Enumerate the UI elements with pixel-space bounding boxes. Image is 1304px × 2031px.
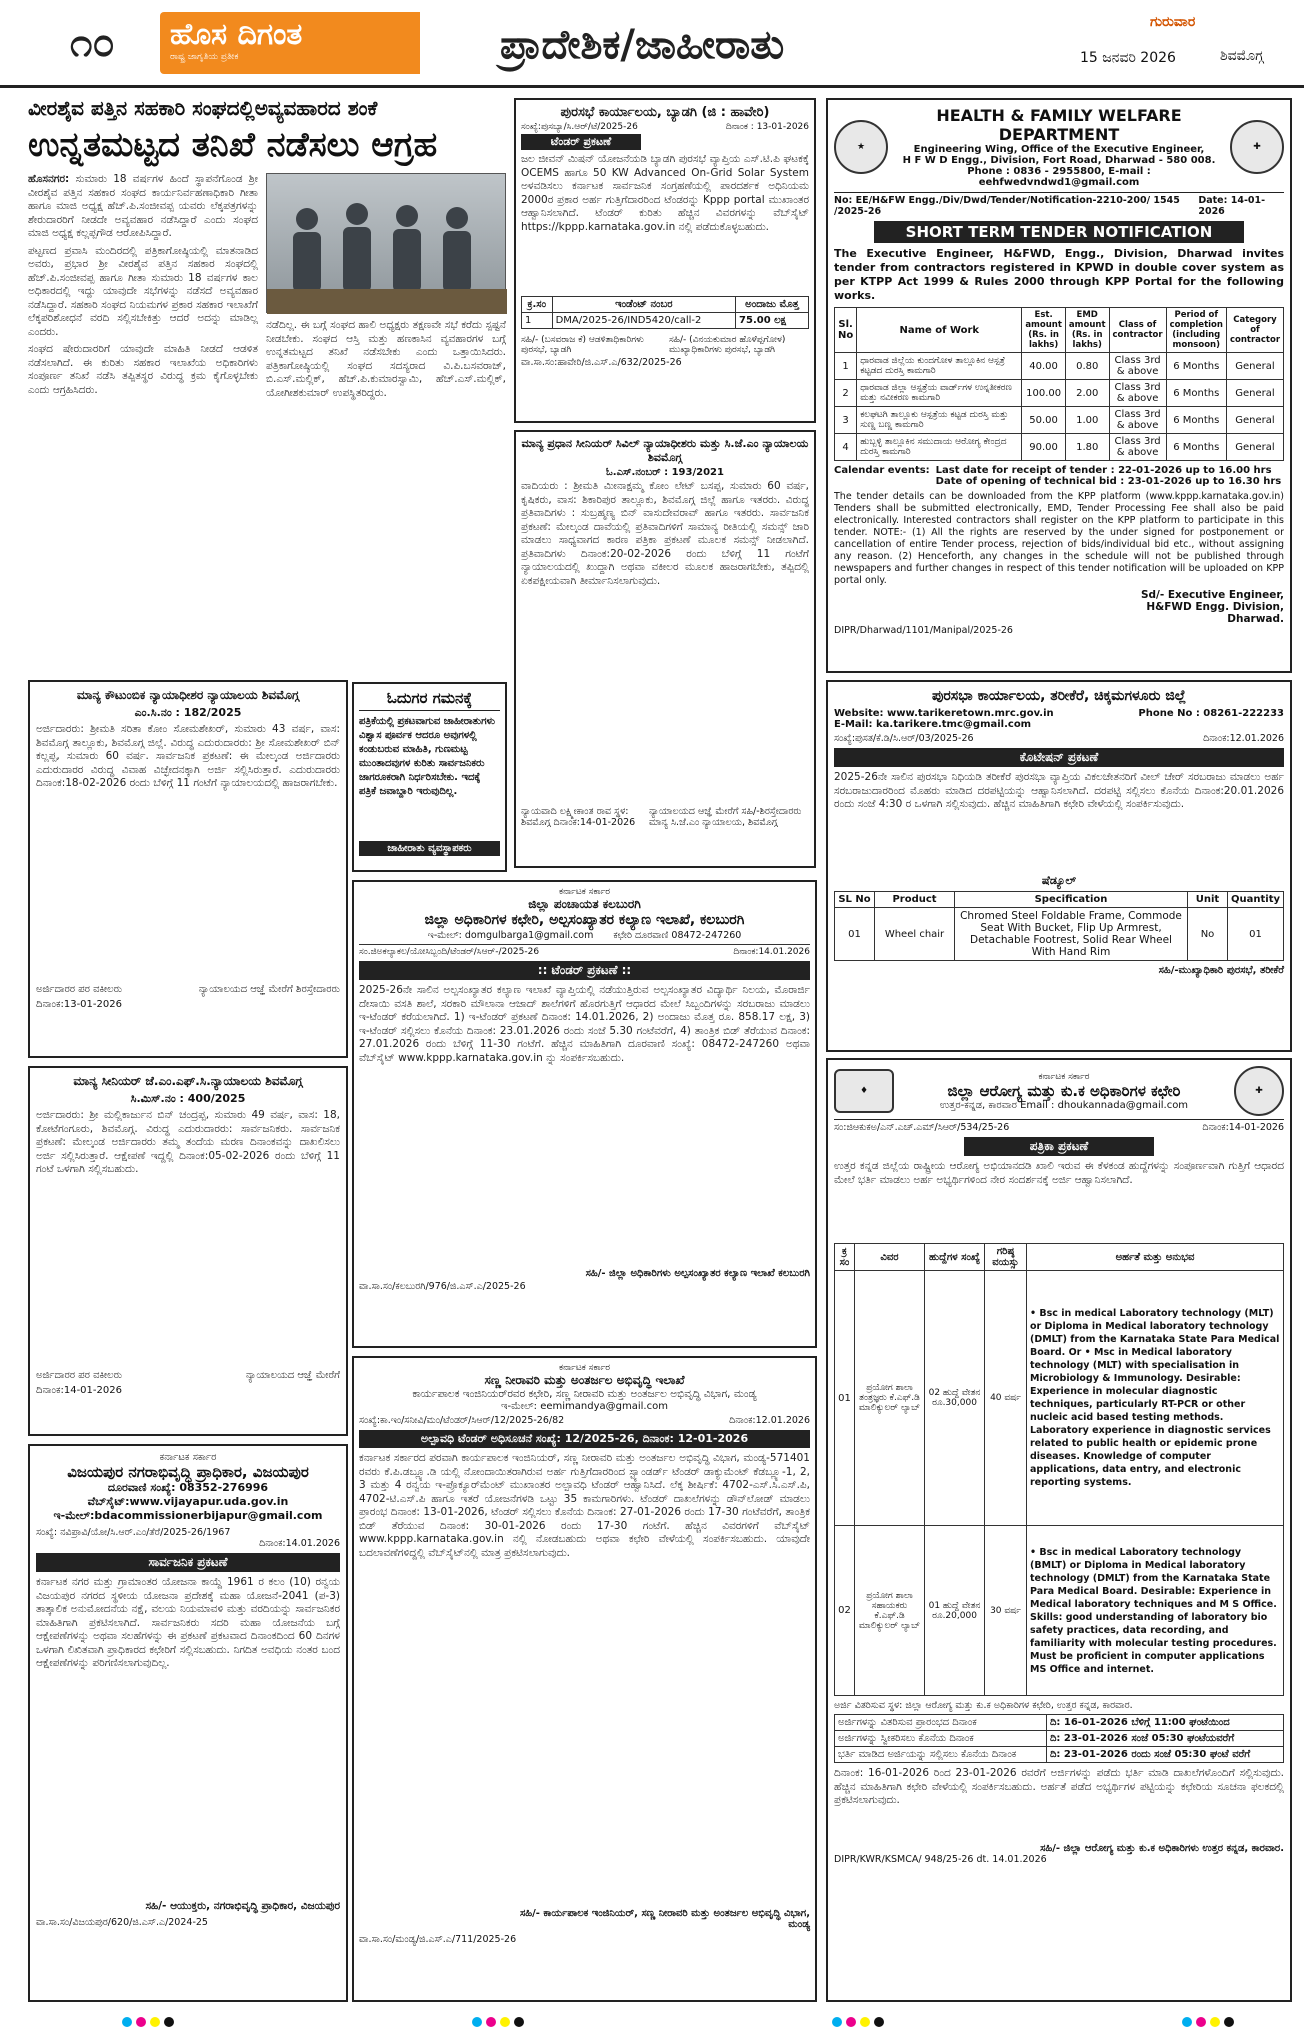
health-no: No: EE/H&FW Engg./Div/Dwd/Tender/Notification-2210-200/ 1545 /2025-26	[834, 195, 1180, 217]
article-para-2: ಪಟ್ಟಣದ ಪ್ರವಾಸಿ ಮಂದಿರದಲ್ಲಿ ಪತ್ರಿಕಾಗೋಷ್ಠಿಯಲ್ಲಿ ಮಾತನಾಡಿದ ಅವರು, ಪ್ರಭಾರ ಶ್ರೀ ವೀರಶೈವ ಪತ್ತಿನ ಸಹಕಾರ ಸಂಘದಲ್ಲಿ ಹೆಚ್.ಪಿ.ಸಂಜೀವಪ್ಪ ಹಾಗೂ ಗೀತಾ ಸುಮಾರು 18 ವರ್ಷಗಳ ಕಾಲ ಅಧಿಕಾರದಲ್ಲಿ ಇದ್ದು ಯಾವುದೇ ಸಭೆಗಳನ್ನು ನಡೆಸದೆ ಅವ್ಯವಹಾರ ನಡೆಸಿದ್ದಾರೆ. ಸಹಕಾರಿ ಸಂಘದ ನಿಯಮಗಳ ಪ್ರಕಾರ ಸಹಕಾರ ಇಲಾಖೆಗೆ ಲೆಕ್ಕಪರಿಶೋಧನೆ ವರದಿ ಸಲ್ಲಿಸಬೇಕಿತ್ತು ಆದರೆ ಅದನ್ನು ಮಾಡಿಲ್ಲ ಎಂದರು.	[28, 244, 258, 338]
nhm-sched-label: ಅರ್ಜಿಗಳನ್ನು ಸ್ವೀಕರಿಸಲು ಕೊನೆಯ ದಿನಾಂಕ	[835, 1731, 1047, 1747]
health-sub2: H F W D Engg., Division, Fort Road, Dharwad - 580 008.	[902, 155, 1216, 166]
health-cal1-val: : 22-01-2026 up to 16.00 hrs	[1110, 465, 1272, 476]
nhm-td: ಪ್ರಯೋಗ ಶಾಲಾ ಸಹಾಯಕರು ಕೆ.ಎಫ್.ಡಿ ಮಾಲಿಕ್ಯುಲರ್ ಲ್ಯಾಬ್	[855, 1526, 925, 1696]
tar-bar: ಕೊಟೇಷನ್ ಪ್ರಕಟಣೆ	[834, 748, 1284, 767]
page-number: ೧೦	[70, 20, 115, 66]
health-td: 6 Months	[1166, 353, 1226, 380]
print-registration-marks	[120, 2012, 176, 2031]
byadagi-date: ದಿನಾಂಕ : 13-01-2026	[725, 122, 809, 132]
byadagi-body: ಜಲ ಜೀವನ್ ಮಿಷನ್ ಯೋಜನೆಯಡಿ ಬ್ಯಾಡಗಿ ಪುರಸಭೆ ವ್ಯಾಪ್ತಿಯ ಎಸ್.ಟಿ.ಪಿ ಘಟಕಕ್ಕೆ OCEMS ಹಾಗೂ 50 KW Advanced On-Grid Solar System ಅಳವಡಿಸಲು ಕರ್ನಾಟಕ ಸಾರ್ವಜನಿಕ ಸಂಗ್ರಹಣೆಯಲ್ಲಿ ಪಾರದರ್ಶಕ ಅಧಿನಿಯಮ 2000ರ ಪ್ರಕಾರ ಅರ್ಹ ಗುತ್ತಿಗೆದಾರರಿಂದ ಟೆಂಡರನ್ನು Kppp portal ಮುಖಾಂತರ ಆಹ್ವಾನಿಸಲಾಗಿದೆ. ಟೆಂಡರ್ ಕುರಿತು ಹೆಚ್ಚಿನ ವಿವರಗಳನ್ನು ವೆಬ್‌ಸೈಟ್ https://kppp.karnataka.gov.in ನಲ್ಲಿ ಪಡೆದುಕೊಳ್ಳಬಹುದು.	[521, 153, 809, 233]
health-td: 50.00	[1022, 407, 1066, 434]
byadagi-th: ಇಂಡೆಂಟ್ ನಂಬರ	[552, 297, 735, 313]
byadagi-th: ಅಂದಾಜು ಮೊತ್ತ	[736, 297, 809, 313]
nhm-sched-value: ದಿ: 16-01-2026 ಬೆಳಿಗ್ಗೆ 11:00 ಘಂಟೆಯಿಂದ	[1046, 1715, 1283, 1731]
tar-phone: Phone No : 08261-222233	[1138, 708, 1284, 719]
tar-th: SL No	[835, 892, 875, 908]
tar-th: Quantity	[1228, 892, 1284, 908]
nhm-after: ದಿನಾಂಕ: 16-01-2026 ರಿಂದ 23-01-2026 ರವರೆಗೆ ಅರ್ಜಿಗಳನ್ನು ಪಡೆದು ಭರ್ತಿ ಮಾಡಿ ದಾಖಲೆಗಳೊಂದಿಗೆ ಸಲ್ಲಿಸುವುದು. ಹೆಚ್ಚಿನ ಮಾಹಿತಿಗಾಗಿ ಕಛೇರಿ ವೇಳೆಯಲ್ಲಿ ಸಂಪರ್ಕಿಸಬಹುದು. ಅರ್ಹತೆ ಪಡೆದ ಅಭ್ಯರ್ಥಿಗಳ ಪಟ್ಟಿಯನ್ನು ಕಛೇರಿಯ ಸೂಚನಾ ಫಲಕದಲ್ಲಿ ಪ್ರಕಟಿಸಲಾಗುವುದು.	[834, 1767, 1284, 1806]
kal-sign: ಸಹಿ/- ಜಿಲ್ಲಾ ಅಧಿಕಾರಿಗಳು ಅಲ್ಪಸಂಖ್ಯಾತರ ಕಲ್ಯಾಣ ಇಲಾಖೆ ಕಲಬುರಗಿ	[585, 1268, 810, 1279]
byadagi-sign-right: ಸಹಿ/- (ವಿನಯಕುಮಾರ ಹೊಳೆಪ್ಪಗೋಳ) ಮುಖ್ಯಾಧಿಕಾರಿಗಳು ಪುರಸಭೆ, ಬ್ಯಾಡಗಿ	[669, 335, 786, 355]
health-notes: The tender details can be downloaded from the KPP platform (www.kppp.karnataka.gov.in) Tenders shall be submitted electronically, EMD, Tender Processing Fee shall also be paid electronically. Interested contractors shall register on the KPP platform to participate in this tender. NOTE:- (1) All the rights are reserved by the under signed for postponement or cancellation of entire Tender process, rejection of bids/individual bid etc., without assigning any reason. (2) Henceforth, any changes in the schedule will not be published through newspapers and further changes in respect of this tender notification will be uploaded on KPP portal only.	[834, 491, 1284, 586]
kal-title: ಜಿಲ್ಲಾ ಪಂಚಾಯತ ಕಲಬುರಗಿ	[528, 897, 641, 911]
byadagi-foot: ವಾ.ಸಾ.ಸಂ:ಹಾವೇರಿ/ಜಿ.ಎಸ್.ಎ/632/2025-26	[521, 357, 682, 368]
court1-case: ಎಂ.ಸಿ.ನಂ : 182/2025	[134, 706, 242, 719]
health-th: Period of completion (including monsoon)	[1166, 308, 1226, 353]
nhm-td: 40 ವರ್ಷ	[985, 1271, 1027, 1526]
court-notice-jmfc	[28, 1066, 348, 1436]
byadagi-th: ಕ್ರ.ಸಂ	[522, 297, 553, 313]
kal-title2: ಜಿಲ್ಲಾ ಅಧಿಕಾರಿಗಳ ಕಛೇರಿ, ಅಲ್ಪಸಂಖ್ಯಾತರ ಕಲ್ಯಾಣ ಇಲಾಖೆ, ಕಲಬುರಗಿ	[424, 912, 745, 928]
man-date: ದಿನಾಂಕ:12.01.2026	[729, 1415, 810, 1426]
tar-table	[834, 891, 1284, 961]
kal-phone: ಕಛೇರಿ ದೂರವಾಣಿ 08472-247260	[613, 930, 742, 941]
nhm-sign: ಸಹಿ/- ಜಿಲ್ಲಾ ಆರೋಗ್ಯ ಮತ್ತು ಕು.ಕ ಅಧಿಕಾರಿಗಳು ಉತ್ತರ ಕನ್ನಡ, ಕಾರವಾರ.	[1040, 1843, 1284, 1854]
tar-ref: ಸಂಖ್ಯೆ:ಪುಸತ/ಕೆ.ಡಿ/ಸಿ.ಆರ್/03/2025-26	[834, 733, 974, 744]
health-td: 1.00	[1065, 407, 1109, 434]
health-td: 90.00	[1022, 434, 1066, 461]
court2-date: ದಿನಾಂಕ:14-01-2026	[36, 1385, 122, 1396]
health-td: Class 3rd & above	[1109, 434, 1166, 461]
kal-govt: ಕರ್ನಾಟಕ ಸರ್ಕಾರ	[558, 887, 611, 897]
article-para-1: ಸುಮಾರು 18 ವರ್ಷಗಳ ಹಿಂದೆ ಸ್ಥಾಪನೆಗೊಂಡ ಶ್ರೀ ವೀರಶೈವ ಪತ್ತಿನ ಸಹಕಾರ ಸಂಘದ ಕಾರ್ಯನಿರ್ವಹಣಾಧಿಕಾರಿ ಗೀತಾ ಹಾಗೂ ಮಾಜಿ ಅಧ್ಯಕ್ಷ ಹೆಚ್.ಪಿ.ಸಂಜೀವಪ್ಪ ಯವರು ಲೆಕ್ಕಪತ್ರಗಳನ್ನು ಶೇರುದಾರರಿಗೆ ನೀಡದೇ ಅವ್ಯವಹಾರ ನಡೆಸಿದ್ದಾರೆ ಎಂದು ಸಂಘದ ಮಾಜಿ ಅಧ್ಯಕ್ಷ ಕಲ್ಲಪ್ಪಗೌಡ ಆರೋಪಿಸಿದ್ದಾರೆ.	[28, 173, 258, 239]
health-td: General	[1226, 407, 1283, 434]
health-td: 6 Months	[1166, 434, 1226, 461]
tar-body: 2025-26ನೇ ಸಾಲಿನ ಪುರಸಭಾ ನಿಧಿಯಡಿ ತರೀಕೆರೆ ಪುರಸಭಾ ವ್ಯಾಪ್ತಿಯ ವಿಕಲಚೇತನರಿಗೆ ವೀಲ್ ಚೇರ್ ಸರಬರಾಜು ಮಾಡಲು ಅರ್ಹ ಸರಬರಾಜುದಾರರಿಂದ ಮೊಹರು ಮಾಡಿದ ದರಪಟ್ಟಿಯನ್ನು ಆಹ್ವಾನಿಸಲಾಗಿದೆ. ದರಪಟ್ಟಿ ಸಲ್ಲಿಸಲು ಕೊನೆಯ ದಿನಾಂಕ:20.01.2026 ರಂದು ಸಂಜೆ 4:30 ರ ಒಳಗಾಗಿ ಸಲ್ಲಿಸುವುದು. ಹೆಚ್ಚಿನ ಮಾಹಿತಿಗಾಗಿ ಕಛೇರಿ ವೇಳೆಯಲ್ಲಿ ಸಂಪರ್ಕಿಸುವುದು.	[834, 771, 1284, 810]
nhm-td: ಪ್ರಯೋಗ ಶಾಲಾ ತಂತ್ರಜ್ಞರು ಕೆ.ಎಫ್.ಡಿ ಮಾಲಿಕ್ಯುಲರ್ ಲ್ಯಾಬ್	[855, 1271, 925, 1526]
karnataka-emblem-icon: ★	[834, 120, 888, 174]
health-td: 6 Months	[1166, 380, 1226, 407]
tar-th: Unit	[1188, 892, 1228, 908]
health-row	[835, 434, 1284, 461]
tar-email: E-Mail: ka.tarikere.tmc@gmail.com	[834, 719, 1032, 730]
tar-td: Chromed Steel Foldable Frame, Commode Seat With Bucket, Flip Up Armrest, Detachable Footrest, Solid Rear Wheel With Hand Rim	[955, 908, 1188, 961]
nhm-foot: DIPR/KWR/KSMCA/ 948/25-26 dt. 14.01.2026	[834, 1854, 1047, 1865]
tar-title: ಪುರಸಭಾ ಕಾರ್ಯಾಲಯ, ತರೀಕೆರೆ, ಚಿಕ್ಕಮಗಳೂರು ಜಿಲ್ಲೆ	[931, 688, 1187, 704]
vijayapura-notice	[28, 1444, 348, 2002]
health-td: 1.80	[1065, 434, 1109, 461]
health-td: 3	[835, 407, 857, 434]
nhm-td: 02 ಹುದ್ದೆ ವೇತನ ರೂ.30,000	[925, 1271, 985, 1526]
article-kicker: ವೀರಶೈವ ಪತ್ತಿನ ಸಹಕಾರಿ ಸಂಘದಲ್ಲಿಅವ್ಯವಹಾರದ ಶಂಕೆ	[28, 96, 378, 120]
court1-date: ದಿನಾಂಕ:13-01-2026	[36, 999, 122, 1010]
nhm-venue: ಅರ್ಜಿ ವಿತರಿಸುವ ಸ್ಥಳ: ಜಿಲ್ಲಾ ಆರೋಗ್ಯ ಮತ್ತು ಕು.ಕ ಅಧಿಕಾರಿಗಳ ಕಛೇರಿ, ಉತ್ತರ ಕನ್ನಡ, ಕಾರವಾರ.	[834, 1700, 1133, 1711]
court1-title: ಮಾನ್ಯ ಕೌಟುಂಬಿಕ ನ್ಯಾಯಾಧೀಶರ ನ್ಯಾಯಾಲಯ ಶಿವಮೊಗ್ಗ	[76, 688, 300, 702]
man-sign: ಸಹಿ/- ಕಾರ್ಯಪಾಲಕ ಇಂಜಿನಿಯರ್, ಸಣ್ಣ ನೀರಾವರಿ ಮತ್ತು ಅಂತರ್ಜಲ ಅಭಿವೃದ್ಧಿ ವಿಭಾಗ, ಮಂಡ್ಯ	[519, 1908, 810, 1930]
byadagi-bar: ಟೆಂಡರ್ ಪ್ರಕಟಣೆ	[521, 134, 641, 150]
vij-email: ಇ-ಮೇಲ್:bdacommissionerbijapur@gmail.com	[53, 1509, 323, 1522]
health-td: Class 3rd & above	[1109, 353, 1166, 380]
byadagi-tender	[514, 98, 816, 423]
print-registration-marks	[470, 2012, 526, 2031]
health-sub1: Engineering Wing, Office of the Executive Engineer,	[913, 144, 1205, 155]
court3-title: ಮಾನ್ಯ ಪ್ರಧಾನ ಸೀನಿಯರ್ ಸಿವಿಲ್ ನ್ಯಾಯಾಧೀಶರು ಮತ್ತು ಸಿ.ಜೆ.ಎಂ ನ್ಯಾಯಾಲಯ ಶಿವಮೊಗ್ಗ	[521, 437, 809, 464]
health-th: Name of Work	[857, 308, 1022, 353]
nhm-ref: ಸಂ:ಜಿಆಕುಕಅ/ಎನ್.ಎಚ್.ಎಮ್/ಸಿಆರ್/534/25-26	[834, 1122, 1010, 1133]
masthead-title: ಹೊಸ ದಿಗಂತ	[170, 17, 303, 52]
vij-bar: ಸಾರ್ವಜನಿಕ ಪ್ರಕಟಣೆ	[36, 1553, 340, 1572]
karnataka-logo-icon: ♦	[834, 1069, 894, 1113]
health-cal2-val: : 23-01-2026 up to 16.30 hrs	[1120, 476, 1282, 487]
health-td: 6 Months	[1166, 407, 1226, 434]
national-health-mission-icon: ✚	[1234, 1066, 1284, 1116]
man-govt: ಕರ್ನಾಟಕ ಸರ್ಕಾರ	[558, 1363, 611, 1373]
nhm-th: ಗರಿಷ್ಠ ವಯಸ್ಸು	[985, 1244, 1027, 1271]
kal-email: ಇ-ಮೇಲ್: domgulbarga1@gmail.com	[427, 930, 594, 941]
health-row	[835, 380, 1284, 407]
readers-body: ಪತ್ರಿಕೆಯಲ್ಲಿ ಪ್ರಕಟವಾಗುವ ಜಾಹೀರಾತುಗಳು ವಿಶ್ವಾಸ ಪೂರ್ವಕ ಆದರೂ ಅವುಗಳಲ್ಲಿ ಕಂಡುಬರುವ ಮಾಹಿತಿ, ಗುಣಮಟ್ಟ ಮುಂತಾದವುಗಳ ಕುರಿತು ಸಾರ್ವಜನಿಕರು ಜಾಗರೂಕರಾಗಿ ನಿರ್ಧರಿಸಬೇಕು. ಇದಕ್ಕೆ ಪತ್ರಿಕೆ ಜವಾಬ್ದಾರಿ ಇರುವುದಿಲ್ಲ.	[359, 716, 496, 797]
court3-body: ವಾದಿಯರು : ಶ್ರೀಮತಿ ಮೀನಾಕ್ಷಮ್ಮ ಕೋಂ ಲೇಟ್ ಬಸಪ್ಪ, ಸುಮಾರು 60 ವರ್ಷ, ಕೃಷಿಕರು, ವಾಸ: ಶಿಕಾರಿಪುರ ತಾಲ್ಲೂಕು, ಶಿವಮೊಗ್ಗ ಜಿಲ್ಲೆ ಹಾಗೂ ಇತರರು. ವಿರುದ್ಧ ಪ್ರತಿವಾದಿಗಳು : ಸುಬ್ರಹ್ಮಣ್ಯ ಬಿನ್ ವಾಸುದೇವರಾವ್ ಹಾಗೂ ಇತರರು. ಸಾರ್ವಜನಿಕ ಪ್ರಕಟಣೆ: ಮೇಲ್ಕಂಡ ದಾವೆಯಲ್ಲಿ ಪ್ರತಿವಾದಿಗಳಿಗೆ ಸಾಮಾನ್ಯ ರೀತಿಯಲ್ಲಿ ಸಮನ್ಸ್ ಜಾರಿ ಮಾಡಲು ಸಾಧ್ಯವಾಗದ ಕಾರಣ ಪತ್ರಿಕಾ ಪ್ರಕಟಣೆ ಮೂಲಕ ಸಮನ್ಸ್ ನೀಡಲಾಗಿದೆ. ಪ್ರತಿವಾದಿಗಳು ದಿನಾಂಕ:20-02-2026 ರಂದು ಬೆಳಿಗ್ಗೆ 11 ಗಂಟೆಗೆ ನ್ಯಾಯಾಲಯದಲ್ಲಿ ಖುದ್ದಾಗಿ ಅಥವಾ ವಕೀಲರ ಮೂಲಕ ಹಾಜರಾಗಬೇಕು, ತಪ್ಪಿದಲ್ಲಿ ಏಕಪಕ್ಷೀಯವಾಗಿ ತೀರ್ಮಾನಿಸಲಾಗುವುದು.	[521, 480, 809, 587]
date-label: 15 ಜನವರಿ 2026	[1080, 50, 1176, 66]
people-photo-icon	[267, 174, 507, 314]
health-td: 1	[835, 353, 857, 380]
byadagi-title: ಪುರಸಭೆ ಕಾರ್ಯಾಲಯ, ಬ್ಯಾಡಗಿ (ಜಿ : ಹಾವೇರಿ)	[560, 105, 770, 120]
nhm-td: • Bsc in medical Laboratory technology (MLT) or Diploma in Medical laboratory technology (DMLT) from the Karnataka State Para Medical Board. Or • Msc in Medical laboratory technology (MLT) with specialisation in Microbiology & Immunology. Desirable: Experience in molecular diagnostic techniques, particularly RT-PCR or other nucleic acid based testing methods. Laboratory experience in diagnostic services related to public health or epidemic prone diseases. Knowledge of computer applications, data entry, and electronic reporting systems.	[1027, 1271, 1284, 1526]
health-sub3: Phone : 0836 - 2955800, E-mail : eehfwedvndwd1@gmail.com	[967, 166, 1151, 188]
nhm-title: ಜಿಲ್ಲಾ ಆರೋಗ್ಯ ಮತ್ತು ಕು.ಕ ಅಧಿಕಾರಿಗಳ ಕಛೇರಿ	[947, 1081, 1181, 1100]
health-td: 0.80	[1065, 353, 1109, 380]
court3-case: ಓ.ಎಸ್.ನಂಬರ್ : 193/2021	[606, 467, 724, 478]
nhm-row	[835, 1526, 1284, 1696]
nhm-sub: ಉತ್ತರ-ಕನ್ನಡ, ಕಾರವಾರ Email : dhoukannada@gmail.com	[939, 1099, 1189, 1111]
health-td: General	[1226, 353, 1283, 380]
kal-date: ದಿನಾಂಕ:14.01.2026	[733, 947, 810, 957]
tar-td: 01	[1228, 908, 1284, 961]
nhm-sched-value: ದಿ: 23-01-2026 ಸಂಜೆ 05:30 ಘಂಟೆಯವರೆಗೆ	[1046, 1731, 1283, 1747]
nhm-govt: ಕರ್ನಾಟಕ ಸರ್ಕಾರ	[1038, 1071, 1090, 1082]
article-body-col2: ನಡೆದಿಲ್ಲ. ಈ ಬಗ್ಗೆ ಸಂಘದ ಹಾಲಿ ಅಧ್ಯಕ್ಷರು ತಕ್ಷಣವೇ ಸಭೆ ಕರೆದು ಸ್ಪಷ್ಟನೆ ನೀಡಬೇಕು. ಸಂಘದ ಆಸ್ತಿ ಮತ್ತು ಹಣಕಾಸಿನ ವ್ಯವಹಾರಗಳ ಬಗ್ಗೆ ಉನ್ನತಮಟ್ಟದ ತನಿಖೆ ನಡೆಸಬೇಕು ಎಂದು ಒತ್ತಾಯಿಸಿದರು. ಪತ್ರಿಕಾಗೋಷ್ಠಿಯಲ್ಲಿ ಸಂಘದ ಸದಸ್ಯರಾದ ವಿ.ಪಿ.ಬಸವರಾಜ್, ಬಿ.ಎಸ್.ಮಲ್ಲಿಕ್, ಹೆಚ್.ಪಿ.ಕುಮಾರಸ್ವಾಮಿ, ಹೆಚ್.ಎಸ್.ಮಲ್ಲಿಕ್, ಯೋಗೀಶಕುಮಾರ್ ಉಪಸ್ಥಿತರಿದ್ದರು.	[266, 319, 506, 399]
health-tender	[826, 98, 1292, 673]
nhm-td: 02	[835, 1526, 855, 1696]
tar-web: Website: www.tarikeretown.mrc.gov.in	[834, 708, 1054, 719]
day-label: ಗುರುವಾರ	[1150, 14, 1196, 30]
court-notice-family	[28, 680, 348, 1058]
health-cal1-label: Last date for receipt of tender	[935, 465, 1108, 476]
tar-schedule: ಷೆಡ್ಯೂಲ್	[1041, 874, 1077, 887]
health-th: Category of contractor	[1226, 308, 1283, 353]
health-td: 2.00	[1065, 380, 1109, 407]
court2-body: ಅರ್ಜಿದಾರರು: ಶ್ರೀ ಮಲ್ಲಿಕಾರ್ಜುನ ಬಿನ್ ಚಂದ್ರಪ್ಪ, ಸುಮಾರು 49 ವರ್ಷ, ವಾಸ: 18, ಕೋಟೆಗಂಗೂರು, ಶಿವಮೊಗ್ಗ. ವಿರುದ್ಧ ಎದುರುದಾರರು: ಸಾರ್ವಜನಿಕರು. ಸಾರ್ವಜನಿಕ ಪ್ರಕಟಣೆ: ಮೇಲ್ಕಂಡ ಅರ್ಜಿದಾರರು ತಮ್ಮ ತಂದೆಯ ಮರಣ ದಿನಾಂಕವನ್ನು ದಾಖಲಿಸಲು ಅರ್ಜಿ ಸಲ್ಲಿಸಿರುತ್ತಾರೆ. ಆಕ್ಷೇಪಣೆ ಇದ್ದಲ್ಲಿ ದಿನಾಂಕ:05-02-2026 ರಂದು ಬೆಳಿಗ್ಗೆ 11 ಗಂಟೆ ಒಳಗಾಗಿ ಸಲ್ಲಿಸಬಹುದು.	[36, 1109, 340, 1175]
health-title: HEALTH & FAMILY WELFARE DEPARTMENT	[936, 106, 1182, 144]
court1-sign-right: ನ್ಯಾಯಾಲಯದ ಆಜ್ಞೆ ಮೇರೆಗೆ ಶಿರಸ್ತೇದಾರರು	[198, 984, 340, 995]
nhm-recruitment	[826, 1058, 1292, 2002]
health-td: General	[1226, 380, 1283, 407]
health-cal2-label: Date of opening of technical bid	[935, 476, 1117, 487]
article-headline: ಉನ್ನತಮಟ್ಟದ ತನಿಖೆ ನಡೆಸಲು ಆಗ್ರಹ	[28, 125, 438, 165]
nhm-td: 30 ವರ್ಷ	[985, 1526, 1027, 1696]
page-header	[0, 0, 1304, 88]
kal-ref: ಸಂ.ಜಿಅಕಲ್ಯಾಕಲ/ಯೋಸಿಬ್ಬಂದಿ/ಟೆಂಡರ್/ಸಿಆರ್-/2025-26	[359, 947, 540, 957]
byadagi-ref: ಸಂಖ್ಯೆ:ಪುಸಬ್ಯಾ/ಸಿ.ಆರ್/ಟೆ/2025-26	[521, 122, 638, 132]
print-registration-marks	[1180, 2012, 1236, 2031]
vij-ref: ಸಂಖ್ಯೆ: ನವಿಪ್ರಾವಿ/ಯೋ/ಸಿ.ಆರ್.ಎಂ/ತೆರೆ/2025-26/1967	[36, 1527, 231, 1538]
nhm-logo-icon: ✚	[1230, 120, 1284, 174]
vij-foot: ವಾ.ಸಾ.ಸಂ/ವಿಜಯಪುರ/620/ಜಿ.ಎಸ್.ಎ/2024-25	[36, 1917, 208, 1928]
health-td: Class 3rd & above	[1109, 380, 1166, 407]
health-th: Class of contractor	[1109, 308, 1166, 353]
tar-sign: ಸಹಿ/-ಮುಖ್ಯಾಧಿಕಾರಿ ಪುರಸಭೆ, ತರೀಕೆರೆ	[1158, 965, 1284, 976]
print-registration-marks	[830, 2012, 886, 2031]
court-notice-civil	[514, 430, 816, 868]
man-foot: ವಾ.ಸಾ.ಸಂ/ಮಂಡ್ಯ/ಜಿ.ಎಸ್.ಎ/711/2025-26	[359, 1934, 517, 1945]
vij-phone: ದೂರವಾಣಿ ಸಂಖ್ಯೆ: 08352-276996	[107, 1481, 269, 1494]
court3-sign-right: ನ್ಯಾಯಾಲಯದ ಆಜ್ಞೆ ಮೇರೆಗೆ ಸಹಿ/-ಶಿರಸ್ತೇದಾರರು ಮಾನ್ಯ ಸಿ.ಜೆ.ಎಂ ನ್ಯಾಯಾಲಯ, ಶಿವಮೊಗ್ಗ	[649, 806, 802, 828]
health-th: EMD amount (Rs. in lakhs)	[1065, 308, 1109, 353]
court2-case: ಸಿ.ಮಿಸ್.ನಂ : 400/2025	[130, 1092, 246, 1105]
health-td: 4	[835, 434, 857, 461]
court2-sign-left: ಅರ್ಜಿದಾರರ ಪರ ವಕೀಲರು	[36, 1370, 123, 1381]
man-dept: ಸಣ್ಣ ನೀರಾವರಿ ಮತ್ತು ಅಂತರ್ಜಲ ಅಭಿವೃದ್ಧಿ ಇಲಾಖೆ	[484, 1373, 685, 1387]
article-body-col1	[28, 173, 258, 643]
nhm-table	[834, 1243, 1284, 1696]
tar-td: Wheel chair	[875, 908, 955, 961]
byadagi-td: 75.00 ಲಕ್ಷ	[736, 313, 809, 329]
kal-body: 2025-26ನೇ ಸಾಲಿನ ಅಲ್ಪಸಂಖ್ಯಾತರ ಕಲ್ಯಾಣ ಇಲಾಖೆ ವ್ಯಾಪ್ತಿಯಲ್ಲಿ ನಡೆಯುತ್ತಿರುವ ಅಲ್ಪಸಂಖ್ಯಾತರ ವಿದ್ಯಾರ್ಥಿ ನಿಲಯ, ಮೊರಾರ್ಜಿ ದೇಸಾಯಿ ವಸತಿ ಶಾಲೆ, ಸರಕಾರಿ ಮೌಲಾನಾ ಆಜಾದ್ ಶಾಲೆಗಳಿಗೆ ಹೊರಗುತ್ತಿಗೆ ಆಧಾರದ ಮೇಲೆ ಸಿಬ್ಬಂದಿಗಳನ್ನು ಸರಬರಾಜು ಮಾಡಲು ಇ-ಟೆಂಡರ್ ಕರೆಯಲಾಗಿದೆ. 1) ಇ-ಟೆಂಡರ್ ಪ್ರಕಟಣೆ ದಿನಾಂಕ: 14.01.2026, 2) ಅಂದಾಜು ಮೊತ್ತ ರೂ. 858.17 ಲಕ್ಷ, 3) ಇ-ಟೆಂಡರ್ ಸಲ್ಲಿಸಲು ಕೊನೆಯ ದಿನಾಂಕ: 23.01.2026 ರಂದು ಸಂಜೆ 5.30 ಗಂಟೆವರೆಗೆ, 4) ತಾಂತ್ರಿಕ ಬಿಡ್ ತೆರೆಯುವ ದಿನಾಂಕ: 27.01.2026 ರಂದು ಬೆಳಿಗ್ಗೆ 11-30 ಗಂಟೆಗೆ. ಹೆಚ್ಚಿನ ಮಾಹಿತಿಗಾಗಿ ದೂರವಾಣಿ ಸಂಖ್ಯೆ: 08472-247260 ಅಥವಾ ವೆಬ್‌ಸೈಟ್ www.kppp.karnataka.gov.in ನ್ನು ಸಂಪರ್ಕಿಸಬಹುದು.	[359, 984, 810, 1064]
health-cal-label: Calendar events:	[834, 465, 930, 476]
man-bar: ಅಲ್ಪಾವಧಿ ಟೆಂಡರ್ ಅಧಿಸೂಚನೆ ಸಂಖ್ಯೆ: 12/2025-26, ದಿನಾಂಕ: 12-01-2026	[359, 1430, 810, 1448]
vij-website: ವೆಬ್‌ಸೈಟ್:www.vijayapur.uda.gov.in	[87, 1495, 289, 1508]
nhm-date: ದಿನಾಂಕ:14-01-2026	[1202, 1122, 1284, 1133]
vij-date: ದಿನಾಂಕ:14.01.2026	[259, 1538, 340, 1549]
article-dateline: ಹೊಸನಗರ:	[28, 173, 70, 185]
nhm-th: ಅರ್ಹತೆ ಮತ್ತು ಅನುಭವ	[1027, 1244, 1284, 1271]
masthead	[160, 12, 420, 74]
readers-foot: ಜಾಹೀರಾತು ವ್ಯವಸ್ಥಾಪಕರು	[359, 841, 500, 856]
tar-td: No	[1188, 908, 1228, 961]
health-date: Date: 14-01-2026	[1198, 195, 1266, 217]
nhm-body: ಉತ್ತರ ಕನ್ನಡ ಜಿಲ್ಲೆಯ ರಾಷ್ಟ್ರೀಯ ಆರೋಗ್ಯ ಅಭಿಯಾನದಡಿ ಖಾಲಿ ಇರುವ ಈ ಕೆಳಕಂಡ ಹುದ್ದೆಗಳನ್ನು ಸಂಪೂರ್ಣವಾಗಿ ಗುತ್ತಿಗೆ ಆಧಾರದ ಮೇಲೆ ಭರ್ತಿ ಮಾಡಲು ಅರ್ಹ ಅಭ್ಯರ್ಥಿಗಳಿಂದ ನೇರ ಸಂದರ್ಶನಕ್ಕೆ ಅರ್ಜಿ ಆಹ್ವಾನಿಸಲಾಗಿದೆ.	[834, 1160, 1284, 1186]
tar-td: 01	[835, 908, 875, 961]
vij-sign: ಸಹಿ/- ಆಯುಕ್ತರು, ನಗರಾಭಿವೃದ್ಧಿ ಪ್ರಾಧಿಕಾರ, ವಿಜಯಪುರ	[145, 1900, 340, 1912]
vij-body: ಕರ್ನಾಟಕ ನಗರ ಮತ್ತು ಗ್ರಾಮಾಂತರ ಯೋಜನಾ ಕಾಯ್ದೆ 1961 ರ ಕಲಂ (10) ರನ್ವಯ ವಿಜಯಪುರ ನಗರದ ಸ್ಥಳೀಯ ಯೋಜನಾ ಪ್ರದೇಶಕ್ಕೆ ಮಹಾ ಯೋಜನೆ-2041 (ಪ-3) ತಾತ್ಕಾಲಿಕ ಅನುಮೋದನೆಯ ನಕ್ಷೆ, ವಲಯ ನಿಯಮಾವಳಿ ಮತ್ತು ವರದಿಯನ್ನು ಸಾರ್ವಜನಿಕರ ಮಾಹಿತಿಗಾಗಿ ಪ್ರಕಟಿಸಲಾಗಿದೆ. ಸಾರ್ವಜನಿಕರು ಸದರಿ ಮಹಾ ಯೋಜನೆಯ ಬಗ್ಗೆ ಆಕ್ಷೇಪಣೆಗಳನ್ನು ಅಥವಾ ಸಲಹೆಗಳನ್ನು ಈ ಪ್ರಕಟಣೆ ಪ್ರಕಟವಾದ ದಿನಾಂಕದಿಂದ 60 ದಿನಗಳ ಒಳಗಾಗಿ ಲಿಖಿತವಾಗಿ ಪ್ರಾಧಿಕಾರದ ಕಛೇರಿಗೆ ಸಲ್ಲಿಸಬಹುದು. ನಿಗದಿತ ಅವಧಿಯ ನಂತರ ಬಂದ ಆಕ್ಷೇಪಣೆಗಳನ್ನು ಪರಿಗಣಿಸಲಾಗುವುದಿಲ್ಲ.	[36, 1576, 340, 1669]
article-photo	[266, 173, 506, 313]
nhm-th: ಹುದ್ದೆಗಳ ಸಂಖ್ಯೆ	[925, 1244, 985, 1271]
health-td: ಹುಬ್ಬಳ್ಳಿ ತಾಲ್ಲೂಕಿನ ಸಮುದಾಯ ಆರೋಗ್ಯ ಕೇಂದ್ರದ ದುರಸ್ತಿ ಕಾಮಗಾರಿ	[857, 434, 1022, 461]
news-article	[28, 95, 508, 665]
tarikere-quotation	[826, 680, 1292, 1052]
man-ref: ಸಂಖ್ಯೆ:ಕಾ.ಇಂ/ಸನೀವಿ/ಮಂ/ಟೆಂಡರ್/ಸಿಆರ್/12/2025-26/82	[359, 1415, 565, 1426]
nhm-th: ವಿವರ	[855, 1244, 925, 1271]
man-email: ಇ-ಮೇಲ್: eemimandya@gmail.com	[501, 1401, 668, 1412]
court1-body: ಅರ್ಜಿದಾರರು: ಶ್ರೀಮತಿ ಸರಿತಾ ಕೋಂ ಸೋಮಶೇಖರ್, ಸುಮಾರು 43 ವರ್ಷ, ವಾಸ: ಶಿವಮೊಗ್ಗ ತಾಲ್ಲೂಕು, ಶಿವಮೊಗ್ಗ ಜಿಲ್ಲೆ. ವಿರುದ್ಧ ಎದುರುದಾರರು: ಶ್ರೀ ಸೋಮಶೇಖರ್ ಬಿನ್ ಕಲ್ಲಪ್ಪ, ಸುಮಾರು 60 ವರ್ಷ. ಸಾರ್ವಜನಿಕ ಪ್ರಕಟಣೆ: ಈ ಮೇಲ್ಕಂಡ ಅರ್ಜಿದಾರರು ಎದುರುದಾರರ ವಿರುದ್ಧ ವಿವಾಹ ವಿಚ್ಛೇದನಕ್ಕಾಗಿ ಅರ್ಜಿ ಸಲ್ಲಿಸಿರುತ್ತಾರೆ. ಎದುರುದಾರರು ದಿನಾಂಕ:18-02-2026 ರಂದು ಬೆಳಿಗ್ಗೆ 11 ಗಂಟೆಗೆ ನ್ಯಾಯಾಲಯದಲ್ಲಿ ಹಾಜರಾಗಬೇಕು.	[36, 723, 340, 789]
readers-title: ಓದುಗರ ಗಮನಕ್ಕೆ	[359, 689, 500, 711]
tar-th: Specification	[955, 892, 1188, 908]
kal-bar: :: ಟೆಂಡರ್ ಪ್ರಕಟಣೆ ::	[359, 961, 810, 980]
health-intro: The Executive Engineer, H&FWD, Engg., Division, Dharwad invites tender from contractors registered in KPWD in double cover system as per KTPP Act 1999 & Rules 2000 through KPP Portal for the following works.	[834, 247, 1284, 302]
health-foot: DIPR/Dharwad/1101/Manipal/2025-26	[834, 625, 1013, 636]
article-para-3: ಸಂಘದ ಷೇರುದಾರರಿಗೆ ಯಾವುದೇ ಮಾಹಿತಿ ನೀಡದೆ ಆಡಳಿತ ನಡೆಸಲಾಗಿದೆ. ಈ ಕುರಿತು ಸಹಕಾರ ಇಲಾಖೆಯ ಅಧಿಕಾರಿಗಳು ಸಂಪೂರ್ಣ ತನಿಖೆ ನಡೆಸಿ ತಪ್ಪಿತಸ್ಥರ ವಿರುದ್ಧ ಕ್ರಮ ಕೈಗೊಳ್ಳಬೇಕು ಎಂದು ಆಗ್ರಹಿಸಿದರು.	[28, 343, 258, 396]
city-label: ಶಿವಮೊಗ್ಗ	[1220, 48, 1264, 64]
health-td: ಕಲಘಟಗಿ ತಾಲ್ಲೂಕು ಆಸ್ಪತ್ರೆಯ ಕಟ್ಟಡ ದುರಸ್ತಿ ಮತ್ತು ಸುಣ್ಣ ಬಣ್ಣ ಕಾಮಗಾರಿ	[857, 407, 1022, 434]
kalaburagi-tender	[352, 880, 817, 1348]
kal-foot: ವಾ.ಸಾ.ಸಂ/ಕಲಬುರಗಿ/976/ಜಿ.ಎಸ್.ಎ/2025-26	[359, 1281, 526, 1292]
health-row	[835, 353, 1284, 380]
nhm-th: ಕ್ರ ಸಂ	[835, 1244, 855, 1271]
health-td: Class 3rd & above	[1109, 407, 1166, 434]
health-th: Sl. No	[835, 308, 857, 353]
court3-sign-left: ನ್ಯಾಯವಾದಿ ಲಕ್ಷ್ಮೀಕಾಂತ ರಾವ ಸ್ಥಳ: ಶಿವಮೊಗ್ಗ ದಿನಾಂಕ:14-01-2026	[521, 806, 636, 828]
health-td: 100.00	[1022, 380, 1066, 407]
court2-title: ಮಾನ್ಯ ಸೀನಿಯರ್ ಜೆ.ಎಂ.ಎಫ್.ಸಿ.ನ್ಯಾಯಾಲಯ ಶಿವಮೊಗ್ಗ	[73, 1074, 303, 1088]
health-td: 40.00	[1022, 353, 1066, 380]
byadagi-td: DMA/2025-26/IND5420/call-2	[552, 313, 735, 329]
tar-th: Product	[875, 892, 955, 908]
health-td: 2	[835, 380, 857, 407]
court2-sign-right: ನ್ಯಾಯಾಲಯದ ಆಜ್ಞೆ ಮೇರೆಗೆ	[245, 1370, 340, 1381]
nhm-sched-label: ಭರ್ತಿ ಮಾಡಿದ ಅರ್ಜಿಯನ್ನು ಸಲ್ಲಿಸಲು ಕೊನೆಯ ದಿನಾಂಕ	[835, 1747, 1047, 1763]
nhm-sched-label: ಅರ್ಜಿಗಳನ್ನು ವಿತರಿಸುವ ಪ್ರಾರಂಭದ ದಿನಾಂಕ	[835, 1715, 1047, 1731]
health-row	[835, 407, 1284, 434]
nhm-bar: ಪತ್ರಿಕಾ ಪ್ರಕಟಣೆ	[964, 1137, 1154, 1156]
section-title: ಪ್ರಾದೇಶಿಕ/ಜಾಹೀರಾತು	[500, 22, 785, 68]
mandya-tender	[352, 1356, 817, 2002]
vij-govt: ಕರ್ನಾಟಕ ಸರ್ಕಾರ	[159, 1452, 217, 1463]
nhm-row	[835, 1271, 1284, 1526]
health-td: General	[1226, 434, 1283, 461]
man-body: ಕರ್ನಾಟಕ ಸರ್ಕಾರದ ಪರವಾಗಿ ಕಾರ್ಯಪಾಲಕ ಇಂಜಿನಿಯರ್, ಸಣ್ಣ ನೀರಾವರಿ ಮತ್ತು ಅಂತರ್ಜಲ ಅಭಿವೃದ್ಧಿ ವಿಭಾಗ, ಮಂಡ್ಯ-571401 ರವರು ಕೆ.ಪಿ.ಡಬ್ಲ್ಯೂ.ಡಿ ಯಲ್ಲಿ ನೋಂದಾಯಿತರಾಗಿರುವ ಅರ್ಹ ಗುತ್ತಿಗೆದಾರರಿಂದ ಸ್ಟ್ಯಾಂಡರ್ಡ್ ಟೆಂಡರ್ ಡಾಕ್ಯುಮೆಂಟ್ ಕೆಡಬ್ಲ್ಯೂ-1, 2, 3 ಮತ್ತು 4 ರನ್ವಯ ಇ-ಪ್ರೊಕ್ಯೂರ್‌ಮೆಂಟ್ ಮುಖಾಂತರ ಅಲ್ಪಾವಧಿ ಟೆಂಡರ್ ಆಹ್ವಾನಿಸಿದೆ. ಲೆಕ್ಕ ಶೀರ್ಷಿಕೆ: 4702-ಎಸ್.ಸಿ.ಎಸ್.ಪಿ, 4702-ಟಿ.ಎಸ್.ಪಿ ಹಾಗೂ ಇತರೆ ಯೋಜನೆಗಳಡಿ ಒಟ್ಟು 35 ಕಾಮಗಾರಿಗಳು. ಟೆಂಡರ್ ದಾಖಲೆಗಳನ್ನು ಡೌನ್‌ಲೋಡ್ ಮಾಡಲು ಪ್ರಾರಂಭ ದಿನಾಂಕ: 13-01-2026, ಟೆಂಡರ್ ಸಲ್ಲಿಸಲು ಕೊನೆಯ ದಿನಾಂಕ: 27-01-2026 ರಂದು 17-30 ಗಂಟೆವರೆಗೆ, ತಾಂತ್ರಿಕ ಬಿಡ್ ತೆರೆಯುವ ದಿನಾಂಕ: 30-01-2026 ರಂದು 17-30 ಗಂಟೆಗೆ. ಹೆಚ್ಚಿನ ವಿವರಗಳಿಗೆ ವೆಬ್‌ಸೈಟ್ www.kppp.karnataka.gov.in ನಲ್ಲಿ ನೋಡಬಹುದು ಅಥವಾ ಕಛೇರಿ ವೇಳೆಯಲ್ಲಿ ಸಂಪರ್ಕಿಸಬಹುದು. ಯಾವುದೇ ಬದಲಾವಣೆಗಳಿದ್ದಲ್ಲಿ ವೆಬ್‌ಸೈಟ್‌ನಲ್ಲಿ ಮಾತ್ರ ಪ್ರಕಟಿಸಲಾಗುವುದು.	[359, 1452, 810, 1559]
nhm-td: 01	[835, 1271, 855, 1526]
byadagi-td: 1	[522, 313, 553, 329]
byadagi-sign-left: ಸಹಿ/- (ಬಸವರಾಜ ಕೆ) ಆಡಳಿತಾಧಿಕಾರಿಗಳು ಪುರಸಭೆ, ಬ್ಯಾಡಗಿ	[521, 335, 644, 355]
health-bar: SHORT TERM TENDER NOTIFICATION	[874, 221, 1244, 243]
health-td: ಧಾರವಾಡ ಜಿಲ್ಲಾ ಆಸ್ಪತ್ರೆಯ ವಾರ್ಡ್‌ಗಳ ಉನ್ನತೀಕರಣ ಮತ್ತು ನವೀಕರಣ ಕಾಮಗಾರಿ	[857, 380, 1022, 407]
man-title: ಕಾರ್ಯಪಾಲಕ ಇಂಜಿನಿಯರ್‌ರವರ ಕಛೇರಿ, ಸಣ್ಣ ನೀರಾವರಿ ಮತ್ತು ಅಂತರ್ಜಲ ಅಭಿವೃದ್ಧಿ ವಿಭಾಗ, ಮಂಡ್ಯ	[412, 1388, 757, 1400]
nhm-td: 01 ಹುದ್ದೆ ವೇತನ ರೂ.20,000	[925, 1526, 985, 1696]
masthead-subtitle: ರಾಷ್ಟ್ರ ಜಾಗೃತಿಯ ಪ್ರತೀಕ	[170, 52, 239, 62]
health-td: ಧಾರವಾಡ ಜಿಲ್ಲೆಯ ಕುಂದಗೋಳ ತಾಲ್ಲೂಕಿನ ಆಸ್ಪತ್ರೆ ಕಟ್ಟಡದ ದುರಸ್ತಿ ಕಾಮಗಾರಿ	[857, 353, 1022, 380]
nhm-sched-value: ದಿ: 23-01-2026 ರಂದು ಸಂಜೆ 05:30 ಘಂಟೆ ವರೆಗೆ	[1046, 1747, 1283, 1763]
court1-sign-left: ಅರ್ಜಿದಾರರ ಪರ ವಕೀಲರು	[36, 984, 123, 995]
health-th: Est. amount (Rs. in lakhs)	[1022, 308, 1066, 353]
vij-title: ವಿಜಯಪುರ ನಗರಾಭಿವೃದ್ಧಿ ಪ್ರಾಧಿಕಾರ, ವಿಜಯಪುರ	[67, 1463, 309, 1481]
health-sign: Sd/- Executive Engineer, H&FWD Engg. Division, Dharwad.	[1140, 589, 1284, 625]
nhm-schedule	[834, 1714, 1284, 1763]
byadagi-table	[521, 296, 809, 329]
tar-date: ದಿನಾಂಕ:12.01.2026	[1203, 733, 1284, 744]
nhm-td: • Bsc in medical Laboratory technology (BMLT) or Diploma in Medical laboratory technology (DMLT) from the Karnataka State Para Medical Board. Desirable: Experience in Medical laboratory techniques and M S Office. Skills: good understanding of laboratory bio safety practices, data recording, and familiarity with molecular testing procedures. Must be proficient in computer applications MS Office and internet.	[1027, 1526, 1284, 1696]
readers-note	[352, 682, 507, 872]
health-table	[834, 307, 1284, 461]
